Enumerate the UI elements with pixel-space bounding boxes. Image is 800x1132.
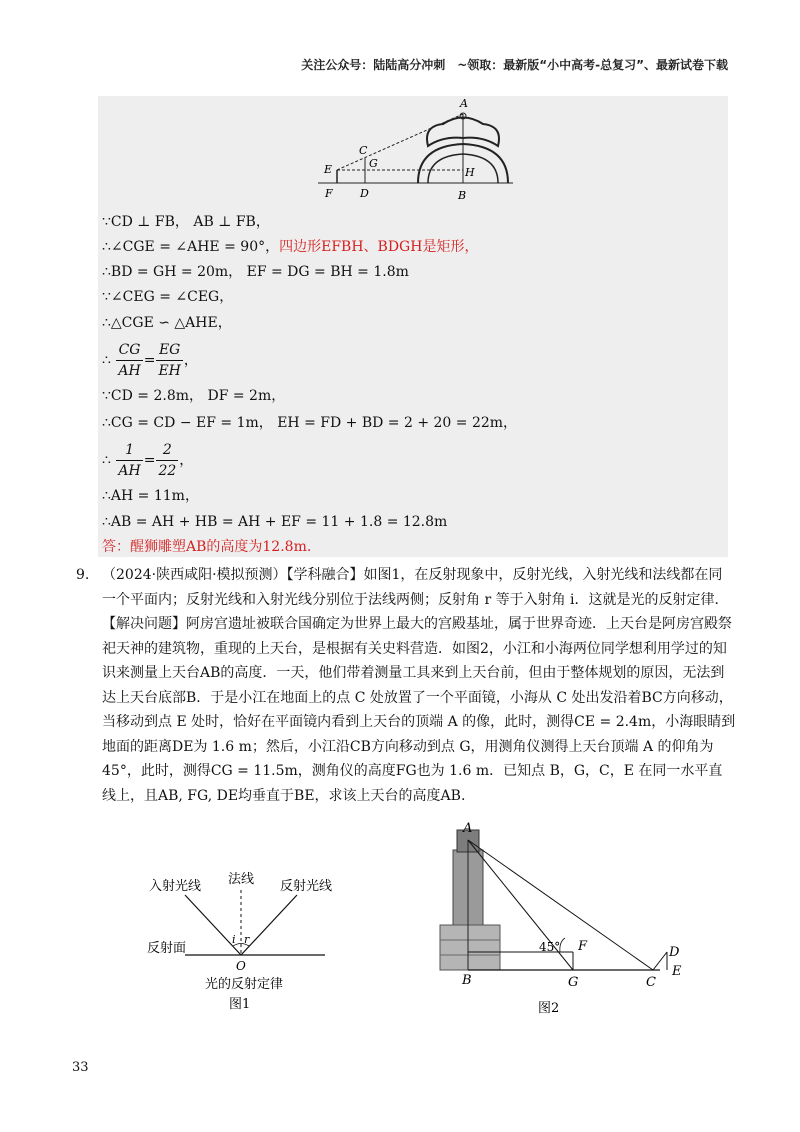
label-a: A xyxy=(460,97,468,110)
sol-line-2 xyxy=(102,237,478,257)
sol-line-6-suffix: ， xyxy=(183,352,198,369)
sol-line-2b: 四边形EFBH、BDGH是矩形， xyxy=(279,239,479,255)
label-incident: 入射光线 xyxy=(149,879,202,894)
solution-box xyxy=(98,96,728,557)
page-number: 33 xyxy=(72,1060,89,1075)
sol-line-3: ∴BD = GH = 20m， EF = DG = BH = 1.8m xyxy=(102,264,409,280)
problem-9 xyxy=(76,563,736,808)
label-e: E xyxy=(672,964,682,979)
label-angle: 45° xyxy=(539,940,561,954)
tower-measurement-figure xyxy=(435,820,695,1020)
label-d: D xyxy=(669,945,680,960)
frac-den: AH xyxy=(118,463,141,479)
sol-line-9-prefix: ∴ xyxy=(102,452,111,469)
frac-num: 1 xyxy=(116,440,142,461)
label-r: r xyxy=(244,933,250,946)
fig2-caption: 图2 xyxy=(538,1001,560,1016)
label-c: C xyxy=(359,144,368,157)
lion-sculpture-figure xyxy=(313,96,513,206)
sol-line-10: ∴AH = 11m， xyxy=(102,488,199,504)
sol-line-5: ∴△CGE ∽ △AHE， xyxy=(102,315,232,331)
frac-num: 2 xyxy=(156,440,178,461)
label-f: F xyxy=(325,187,333,200)
sol-line-6: ∴ $\frac{CG}{AH}$ = $\frac{EG}{EH}$ ， xyxy=(102,342,198,379)
label-h: H xyxy=(465,166,475,179)
frac-den: AH xyxy=(118,363,141,379)
fraction-1-ah xyxy=(116,440,142,481)
sol-line-4: ∵∠CEG = ∠CEG， xyxy=(102,289,234,305)
frac-den: 22 xyxy=(158,463,177,479)
label-b: B xyxy=(462,973,472,988)
problem-number: 9. xyxy=(76,567,90,583)
sol-line-9-suffix: ， xyxy=(179,452,194,469)
label-i: i xyxy=(232,933,236,946)
label-b: B xyxy=(458,189,467,202)
label-d: D xyxy=(360,187,369,200)
frac-den: EH xyxy=(158,363,181,379)
fig1-caption: 图1 xyxy=(229,997,251,1012)
label-g: G xyxy=(568,975,579,990)
label-law: 光的反射定律 xyxy=(205,977,284,992)
frac-num: EG xyxy=(156,340,182,361)
page-header: 关注公众号：陆陆高分冲刺 ~领取：最新版“小中高考-总复习”、最新试卷下载 xyxy=(301,58,728,72)
sol-line-2a: ∴∠CGE = ∠AHE = 90°， xyxy=(102,239,280,255)
frac-num: CG xyxy=(116,340,142,361)
label-reflected: 反射光线 xyxy=(280,879,333,894)
sol-line-1: ∵CD ⊥ FB， AB ⊥ FB， xyxy=(102,214,270,230)
label-c: C xyxy=(646,975,656,990)
sol-answer: 答：醒狮雕塑AB的高度为12.8m. xyxy=(102,539,312,555)
sol-line-6-prefix: ∴ xyxy=(102,352,111,369)
label-a: A xyxy=(463,821,473,836)
reflection-law-figure xyxy=(145,865,355,1015)
sol-line-8: ∴CG = CD − EF = 1m， EH = FD + BD = 2 + 20 = 22m， xyxy=(102,415,518,431)
label-normal: 法线 xyxy=(228,872,255,887)
label-g: G xyxy=(369,157,378,170)
label-e: E xyxy=(324,163,333,176)
problem-text: （2024·陕西咸阳·模拟预测）【学科融合】如图1，在反射现象中，反射光线，入射光线和法线都在同一个平面内；反射光线和入射光线分别位于法线两侧；反射角 r 等于入射角 i．这就是光的反射定律．【解决问题】阿房宫遗址被联合国确定为世界上最大的宫殿基址，属于世界奇迹．上天台是阿房宫殿祭祀天神的建筑物，重现的上天台，是根据有关史料营造．如图2，小江和小海两位同学想利用学过的知识来测量上天台AB的高度．一天，他们带着测量工具来到上天台前，但由于整体规划的原因，无法到达上天台底部B．于是小江在地面上的点 C 处放置了一个平面镜，小海从 C 处出发沿着BC方向移动，当移动到点 E 处时，恰好在平面镜内看到上天台的顶端 A 的像，此时，测得CE = 2.4m，小海眼睛到地面的距离DE为 1.6 m；然后，小江沿CB方向移动到点 G，用测角仪测得上天台顶端 A 的仰角为45°，此时，测得CG = 11.5m，测角仪的高度FG也为 1.6 m．已知点 B，G，C，E 在同一水平直线上，且AB, FG, DE均垂直于BE，求该上天台的高度AB. xyxy=(102,567,736,804)
label-surface: 反射面 xyxy=(147,941,187,956)
fraction-eg-eh xyxy=(156,340,182,381)
sol-line-11: ∴AB = AH + HB = AH + EF = 11 + 1.8 = 12.8m xyxy=(102,514,448,530)
fraction-cg-ah xyxy=(116,340,142,381)
label-o: O xyxy=(236,959,246,973)
label-f: F xyxy=(578,939,588,954)
fraction-2-22 xyxy=(156,440,178,481)
sol-line-9: ∴ $\frac{1}{AH}$ = $\frac{2}{22}$ ， xyxy=(102,442,194,479)
sol-line-7: ∵CD = 2.8m， DF = 2m， xyxy=(102,388,286,404)
